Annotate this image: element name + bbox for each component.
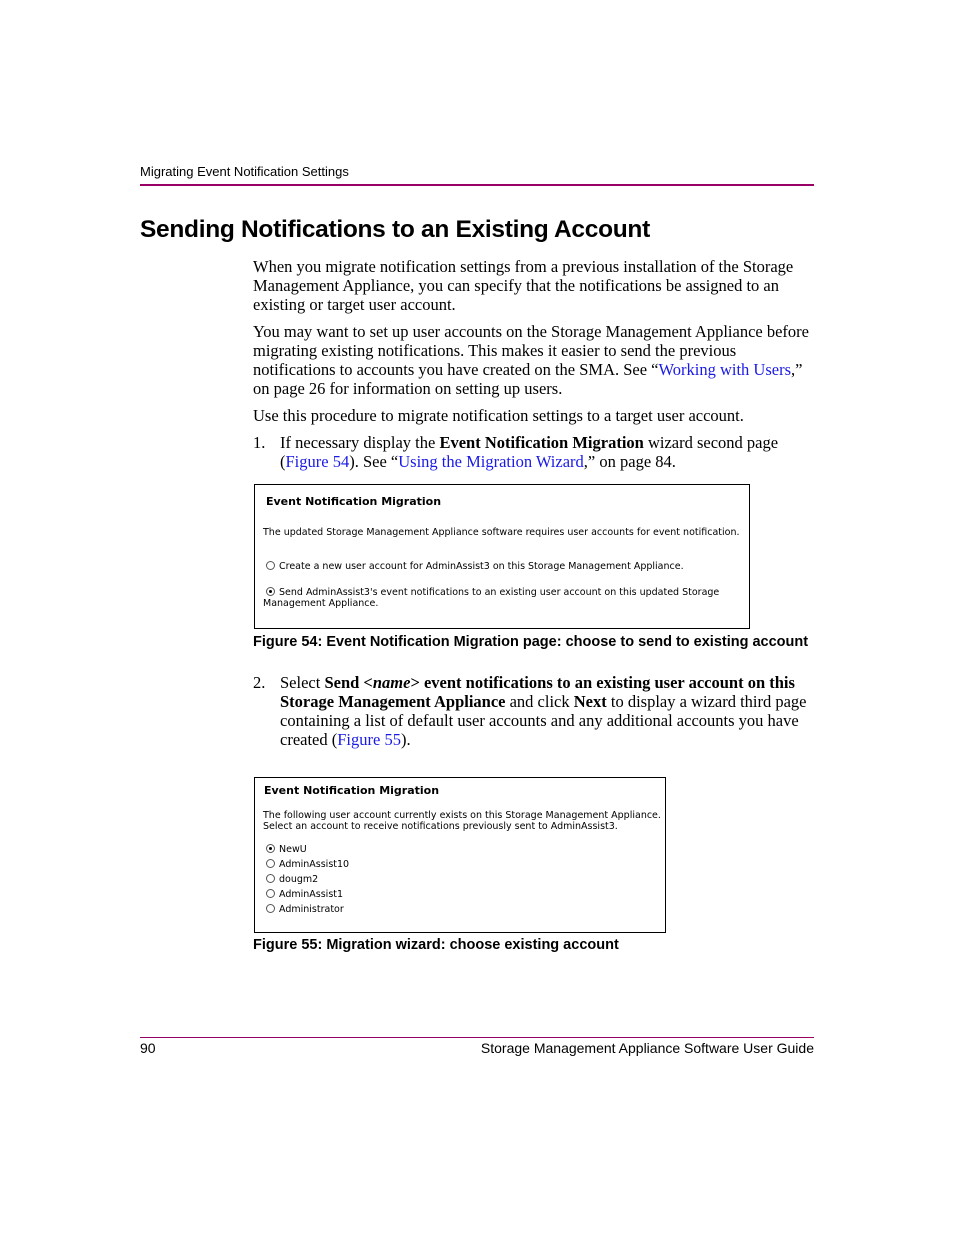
step2-text-c: to display a wizard third page containing a list of default user accounts and any additional accounts you have created ( [280, 692, 807, 749]
running-header: Migrating Event Notification Settings [140, 164, 349, 179]
figure-55-title: Event Notification Migration [264, 784, 440, 797]
step1-bold: Event Notification Migration [439, 433, 644, 452]
step1-text-d: ,” on page 84. [583, 452, 676, 471]
account-option[interactable] [266, 859, 349, 870]
radio-create-new-icon[interactable] [266, 561, 275, 570]
option-create-new-account[interactable] [266, 561, 684, 572]
figure-54-caption: Figure 54: Event Notification Migration page: choose to send to existing account [253, 634, 809, 650]
account-label: NewU [279, 844, 307, 855]
paragraph-user-accounts [253, 322, 818, 398]
step2-italic: name [372, 673, 411, 692]
figure-55-message-line2: Select an account to receive notifications previously sent to AdminAssist3. [263, 821, 618, 832]
footer-doc-title: Storage Management Appliance Software User Guide [480, 1040, 814, 1056]
figure-55-message-line1: The following user account currently exists on this Storage Management Appliance. [263, 810, 661, 821]
account-option[interactable] [266, 904, 344, 915]
account-label: AdminAssist1 [279, 889, 344, 900]
step2-text-b: and click [505, 692, 574, 711]
step1-text-a: If necessary display the [280, 433, 440, 452]
link-using-migration-wizard[interactable]: Using the Migration Wizard [398, 452, 584, 471]
radio-selected-icon[interactable] [266, 844, 275, 853]
paragraph-intro: When you migrate notification settings from a previous installation of the Storage Management Appliance, you can specify that the notifications be assigned to an existing or target user account. [253, 257, 794, 314]
step2-text-d: ). [400, 730, 411, 749]
figure-55-screenshot [254, 777, 666, 933]
step2-bold-c: Next [573, 692, 607, 711]
account-option[interactable] [266, 844, 307, 855]
radio-icon[interactable] [266, 859, 275, 868]
step1-text-c: ). See “ [349, 452, 399, 471]
option-send-existing-account[interactable] [266, 587, 719, 598]
step-1 [253, 433, 818, 471]
option-create-new-label: Create a new user account for AdminAssist3 on this Storage Management Appliance. [279, 561, 684, 572]
account-label: dougm2 [279, 874, 319, 885]
account-label: AdminAssist10 [279, 859, 350, 870]
figure-54-screenshot [254, 484, 750, 629]
paragraph-procedure: Use this procedure to migrate notification settings to a target user account. [253, 406, 744, 425]
step-2-number: 2. [253, 673, 266, 692]
link-figure-54[interactable]: Figure 54 [285, 452, 350, 471]
page-title: Sending Notifications to an Existing Account [140, 216, 650, 243]
radio-icon[interactable] [266, 904, 275, 913]
step1-text-b: wizard second page ( [280, 433, 779, 471]
option-send-existing-label-cont: Management Appliance. [263, 598, 379, 609]
link-working-with-users[interactable]: Working with Users [658, 360, 792, 379]
step-2 [253, 673, 818, 749]
account-label: Administrator [279, 904, 344, 915]
figure-55-caption: Figure 55: Migration wizard: choose existing account [253, 937, 619, 953]
footer-rule [140, 1037, 814, 1038]
radio-icon[interactable] [266, 889, 275, 898]
figure-54-message: The updated Storage Management Appliance software requires user accounts for event notification. [263, 527, 740, 538]
step2-bold-b: > event notifications to an existing user account on this Storage Management Appliance [280, 673, 795, 711]
step2-bold-a: Send < [324, 673, 373, 692]
header-rule [140, 184, 814, 186]
link-figure-55[interactable]: Figure 55 [337, 730, 401, 749]
radio-icon[interactable] [266, 874, 275, 883]
para2-text-a: You may want to set up user accounts on the Storage Management Appliance before migrating existing notifications. This makes it easier to send the previous notifications to accounts you have created on the SMA. See “ [253, 322, 809, 379]
page-number: 90 [140, 1040, 156, 1056]
step-1-number: 1. [253, 433, 266, 452]
body-text [253, 257, 818, 479]
figure-54-title: Event Notification Migration [266, 495, 442, 508]
account-option[interactable] [266, 889, 343, 900]
option-send-existing-label: Send AdminAssist3's event notifications to an existing user account on this updated Storage [279, 587, 720, 598]
radio-send-existing-icon[interactable] [266, 587, 275, 596]
para2-text-b: ,” on page 26 for information on setting up users. [253, 360, 803, 398]
step2-text-a: Select [280, 673, 325, 692]
account-option[interactable] [266, 874, 318, 885]
